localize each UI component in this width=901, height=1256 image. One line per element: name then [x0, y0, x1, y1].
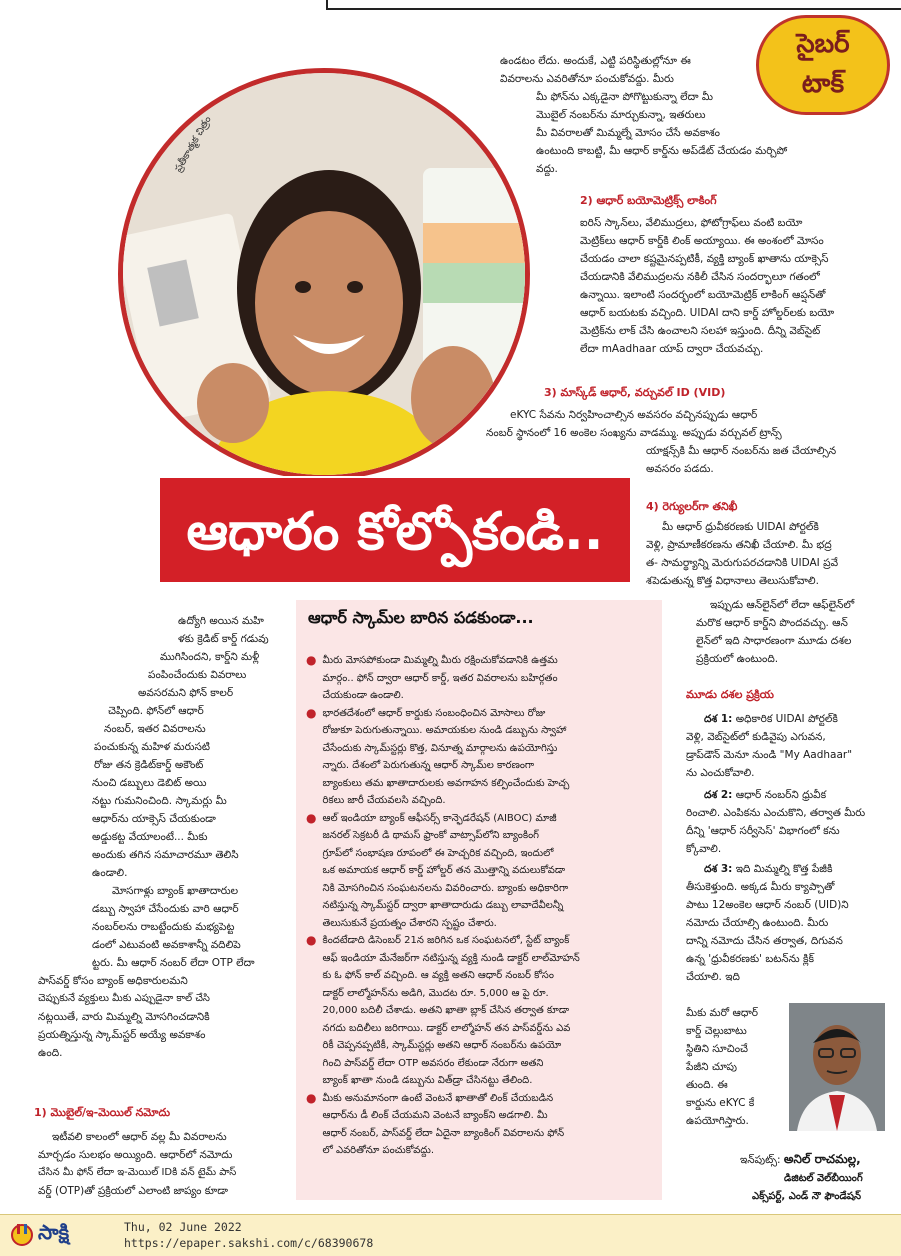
text-line: నంబర్ స్థానంలో 16 అంకెల సంఖ్యను వాడమ్ము. అప్పుడు వర్చువల్ ట్రాన్స్	[486, 427, 782, 439]
text-line: ట్టరు. మీ ఆధార్ నంబర్ లేదా OTP లేదా	[92, 957, 255, 969]
section-regular-check-body-2	[696, 596, 892, 668]
bullet-icon: ●	[306, 1090, 317, 1105]
text-line: వివరాలను ఎవరితోనూ పంచుకోవద్దు. మీరు	[500, 73, 674, 85]
text-line: నికి మోసగించిన సంఘటనలను వివరించారు. బ్యాంకు అధికారిగా	[322, 882, 569, 894]
text-line: చేయాలి. ఇది	[686, 971, 740, 983]
text-line: రికలు జారీ చేయవలసి వచ్చింది.	[322, 795, 446, 806]
text-line: కార్డ్ చెల్లుబాటు	[686, 1025, 747, 1037]
text-line: చేసిన మీ ఫోన్ లేదా ఇ-మెయిల్ IDకి వన్ టైమ్ పాస్	[38, 1167, 237, 1178]
section-biometrics-title: 2) ఆధార్ బయోమెట్రిక్స్ లాకింగ్	[580, 194, 717, 207]
text-line: ళకు క్రెడిట్ కార్డ్ గడువు	[178, 633, 269, 645]
tip-item	[306, 932, 658, 1090]
text-line: పాటు 12అంకెల ఆధార్ నంబర్ (UID)ని	[686, 899, 849, 911]
text-line: మీ ఆధార్ ధ్రువీకరణకు UIDAI పోర్టల్‌కి	[662, 521, 819, 533]
text-line: నగదు బదిలీలు జరిగాయి. డాక్టర్ లాల్మోహన్ తన పాస్‌వర్డ్‌ను ఎవ	[322, 1022, 571, 1034]
text-line: లో ఎవరితోనూ పంచుకోవద్దు.	[322, 1145, 435, 1156]
text-line: ప్రక్రియలో ఉంటుంది.	[696, 653, 779, 665]
text-line: పంపించేందుకు వివరాలు	[148, 669, 247, 681]
cyber-talk-badge	[756, 15, 890, 115]
text-line: డంలో ఎటువంటి అవకాశాన్నీ వదిలిపె	[92, 939, 241, 951]
text-line: ఆధార్‌ను డీ లింక్ చేయమని వెంటనే బ్యాంక్‌ని అడగాలి. మీ	[322, 1110, 548, 1121]
section-regular-check-body	[646, 518, 892, 590]
text-line: నటిస్తున్న స్కామ్‌స్టర్ ద్వారా ఖాతాదారుడు డబ్బు లావాదేవీలన్నీ	[322, 900, 564, 911]
text-line: మార్గం.. ఫోన్ ద్వారా ఆధార్ కార్డ్, ఇతర వివరాలను బహిర్గతం	[322, 672, 558, 684]
author-credit	[740, 1152, 861, 1169]
text-line: నట్టు గుమనించింది. స్కామర్లు మీ	[92, 795, 227, 807]
logo-text: సాక్షి	[38, 1220, 70, 1244]
text-line: ఉద్యోగి అయిన మహి	[178, 615, 264, 627]
text-line: వద్దు.	[536, 163, 558, 175]
text-line: ఆధార్‌ను యాక్సెస్ చేయకుండా	[92, 813, 216, 825]
text-line: డాక్టర్ లాల్మోహన్‌ను అడిగి, మొదట రూ. 5,000 ఆ పై రూ.	[322, 987, 549, 999]
text-line: మొబైల్ నంబర్‌ను మార్చుకున్నా, ఇతరులు	[536, 109, 706, 121]
bullet-icon: ●	[306, 705, 317, 720]
text-line: వెళ్లి, వెబ్‌సైట్‌లో కుడివైపు ఎగువన,	[686, 731, 826, 743]
text-line: లైన్‌లో ఇది సాధారణంగా మూడు దశల	[696, 635, 852, 647]
text-line: వర్డ్ (OTP)తో ప్రక్రియలో ఎలాంటి జాప్యం కూడా	[38, 1185, 228, 1197]
text-line: దాన్ని నమోదు చేసిన తర్వాత, దిగువన	[686, 935, 843, 947]
text-line: పేజీని చూపు	[686, 1061, 737, 1073]
tip-item	[306, 810, 658, 933]
text-line: భారతదేశంలో ఆధార్ కార్డుకు సంబంధించిన మోసాలు రోజు	[322, 707, 546, 719]
section-masked-aadhaar-title: 3) మాస్క్‌డ్ ఆధార్, వర్చువల్ ID (VID)	[544, 386, 726, 399]
text-line: ను ఎంచుకోవాలి.	[686, 767, 755, 779]
text-line: ఉండటం లేదు. అందుకే, ఎట్టి పరిస్థితుల్లోనూ ఈ	[500, 55, 691, 67]
top-border-rule	[326, 0, 901, 10]
text-line: మీకు అనుమానంగా ఉంటే వెంటనే ఖాతాతో లింక్ చేయబడిన	[322, 1092, 554, 1104]
text-line: అవసరం పడదు.	[646, 463, 714, 475]
text-line: పంచుకున్న మహిళ మరుసటి	[94, 741, 210, 753]
right-intro-cont	[536, 106, 792, 178]
author-portrait	[789, 1003, 885, 1131]
headline-banner: ఆధారం కోల్పోకండి..	[158, 476, 632, 584]
text-line: మెట్రిక్‌లు ఆధార్ కార్డ్‌కి లింక్ అయ్యాయి. ఈ అంశంలో మోసం	[580, 235, 824, 247]
tip-item	[306, 652, 658, 705]
text-line: క్కోవాలి.	[686, 843, 722, 855]
text-line: గ్రూప్‌లో సంభాషణ రూపంలో ఈ హెచ్చరిక వచ్చింది, ఇందులో	[322, 847, 554, 859]
text-line: చేయకుండా ఉండాలి.	[322, 690, 404, 701]
step3-label: దశ 3:	[704, 863, 733, 875]
text-line: స్థితిని సూచించే	[686, 1043, 749, 1055]
tips-box-title: ఆధార్ స్కామ్‌ల బారిన పడకుండా...	[308, 608, 534, 627]
badge-line2: టాక్	[801, 69, 845, 99]
text-line: బ్యాంకులు తమ ఖాతాదారులకు అవగాహన కల్పించేందుకు హెచ్చ	[322, 777, 570, 789]
text-line: మీ ఫోన్‌ను ఎక్కడైనా పోగొట్టుకున్నా లేదా మీ	[536, 91, 713, 103]
text-line: శపెడుతున్న కొత్త విధానాలు తెలుసుకోవాలి.	[646, 575, 819, 587]
text-line: తెలుసుకునే ప్రయత్నం చేశారని స్పష్టం చేశారు.	[322, 917, 497, 929]
text-line: ఉంది.	[38, 1047, 63, 1059]
left-body	[38, 612, 290, 1062]
text-line: ఆఫ్ ఇండియా మేనేజర్‌గా నటిస్తున్న వ్యక్తి నుండి డాక్టర్ లాల్‌మోహన్	[322, 952, 580, 964]
step-1	[686, 710, 892, 782]
text-line: పాస్‌వర్డ్ కోసం బ్యాంక్ అధికారులమని	[38, 975, 188, 987]
epaper-url[interactable]: https://epaper.sakshi.com/c/68390678	[124, 1236, 374, 1250]
publish-date: Thu, 02 June 2022	[124, 1220, 242, 1234]
text-line: నమోదు చేయాల్సి ఉంటుంది. మీరు	[686, 917, 829, 929]
author-title-1: డిజిటల్ వెల్‌బీయింగ్	[784, 1173, 863, 1184]
text-line: నుంచి డబ్బులు డెబిట్ అయి	[92, 777, 207, 789]
step1-label: దశ 1:	[704, 713, 733, 725]
text-line: నంబర్‌లను రాబట్టేందుకు మభ్యపెట్ట	[92, 921, 235, 933]
text-line: ఆధార్ బయటకు వచ్చింది. UIDAI దాని కార్డ్ హోల్డర్‌లకు బయో	[580, 307, 835, 319]
text-line: రోజు తన క్రెడిట్‌కార్డ్ అకౌంట్	[94, 759, 204, 771]
text-line: రికీ చెప్పనప్పటికీ, స్కామ్‌స్టర్లు అతని ఆధార్ నంబర్‌ను ఉపయో	[322, 1040, 562, 1051]
text-line: చెప్పింది. ఫోన్‌లో ఆధార్	[108, 705, 204, 717]
text-line: కార్డును eKYC కే	[686, 1097, 755, 1109]
text-line: అడ్డుకట్ట వేయాలంటే... మీకు	[92, 831, 208, 843]
text-line: రించాలి. ఎంపికను ఎంచుకొని, తర్వాత మీరు	[686, 807, 866, 819]
inputs-label: ఇన్‌పుట్స్:	[740, 1154, 781, 1166]
text-line: మీ వివరాలతో మిమ్మల్నే మోసం చేసే అవకాశం	[536, 127, 720, 139]
text-line: న్నారు. దేశంలో పెరుగుతున్న ఆధార్ స్కామ్‌ల కారణంగా	[322, 760, 535, 771]
text-line: దీన్ని 'ఆధార్ సర్వీసెస్' విభాగంలో కను	[686, 825, 840, 837]
bullet-icon: ●	[306, 653, 317, 667]
text-line: కిందటేడాది డిసెంబర్ 21న జరిగిన ఒక సంఘటనలో, స్టేట్ బ్యాంక్	[322, 935, 570, 946]
step2-label: దశ 2:	[704, 789, 733, 801]
text-line: గించి పాస్‌వర్డ్ లేదా OTP అవసరం లేకుండా నేరుగా అతని	[322, 1057, 544, 1069]
text-line: ఉన్నాయి. ఇలాంటి సందర్భంలో బయోమెట్రిక్ లాకింగ్ ఆప్షన్‌తో	[580, 289, 826, 301]
text-line: మరొక ఆధార్ కార్డ్‌ని పొందవచ్చు. ఆన్	[696, 617, 848, 629]
text-line: మీరు మోసపోకుండా మిమ్మల్ని మీరు రక్షించుకోవడానికి ఉత్తమ	[322, 655, 558, 666]
section-regular-check-title: 4) రెగ్యులర్‌గా తనిఖీ	[646, 500, 738, 513]
text-line: నంబర్, ఇతర వివరాలను	[104, 723, 206, 735]
text-line: రోజుకూ పెరుగుతున్నాయి. అమాయకుల నుండి డబ్బును స్వాహా	[322, 725, 567, 736]
text-line: ఇప్పుడు ఆన్‌లైన్‌లో లేదా ఆఫ్‌లైన్‌లో	[710, 599, 855, 611]
text-line: చేసేందుకు స్కామ్‌స్టర్లు కొత్త, వినూత్న మార్గాలను ఉపయోగిస్తు	[322, 742, 558, 754]
text-line: ఉంటుంది కాబట్టి, మీ ఆధార్ కార్డ్‌ను అప్‌డేట్ చేయడం మర్చిపో	[536, 145, 788, 157]
text-line: కు ఓ ఫోన్ కాల్ వచ్చింది. ఆ వ్యక్తి అతని ఆధార్ నంబర్ కోసం	[322, 970, 554, 981]
text-line: త- సామర్థ్యాన్ని మెరుగుపరచడానికి UIDAI ప్రవే	[646, 557, 839, 569]
bullet-icon: ●	[306, 933, 317, 947]
text-line: మోసగాళ్లు బ్యాంక్ ఖాతాదారుల	[112, 885, 239, 897]
badge-line1: సైబర్	[796, 29, 850, 59]
text-line: నట్లయితే, వారు మిమ్మల్ని మోసగించడానికి	[38, 1011, 210, 1023]
text-line: ఐరిస్ స్కాన్‌లు, వేలిముద్రలు, ఫోటోగ్రాఫ్‌లు వంటి బయో	[580, 217, 803, 229]
text-line: చెప్పుకునే వ్యక్తులు మీకు ఎప్పుడైనా కాల్ చేసి	[38, 993, 210, 1004]
text-line: ఉన్న 'ధ్రువీకరణకు' బటన్‌ను క్లిక్	[686, 953, 814, 965]
text-line: చేయడం చాలా కష్టమైనప్పటికీ, వ్యక్తి బ్యాంక్ ఖాతాను యాక్సెస్	[580, 253, 829, 265]
section-mobile-email-body	[38, 1128, 290, 1200]
text-line: డ్రాప్‌డౌన్ మెనూ నుండి "My Aadhaar"	[686, 749, 853, 761]
text-line: ఉపయోగిస్తారు.	[686, 1115, 749, 1127]
woman-illustration	[123, 73, 530, 480]
section-mobile-email-title: 1) మొబైల్/ఇ-మెయిల్ నమోదు	[34, 1106, 171, 1119]
text-line: అధికారిక UIDAI పోర్టల్‌కి	[735, 713, 838, 725]
text-line: తుంది. ఈ	[686, 1079, 728, 1091]
text-line: ఆధార్ నంబర్, పాస్‌వర్డ్ లేదా ఏదైనా బ్యాంకింగ్ వివరాలను ఫోన్	[322, 1127, 565, 1139]
text-line: డబ్బు స్వాహా చేసేందుకు వారి ఆధార్	[92, 903, 239, 915]
step-2	[686, 786, 892, 858]
step-3	[686, 860, 892, 986]
text-line: చేయడానికి వేలిముద్రలను నకిలీ చేసిన సందర్భాలూ గతంలో	[580, 271, 820, 283]
text-line: అవసరమని ఫోన్ కాలర్	[138, 687, 234, 699]
text-line: ముగిసిందని, కార్డ్‌ని మళ్లీ	[160, 651, 260, 663]
text-line: ఒక అమాయక ఆధార్ కార్డ్ హోల్డర్ తన మొత్తాన్ని వదులుకోవడా	[322, 865, 566, 876]
text-line: ఇటీవలి కాలంలో ఆధార్ వల్ల మీ వివరాలను	[52, 1131, 227, 1143]
section-biometrics-body	[580, 214, 892, 358]
text-line: ఆల్ ఇండియా బ్యాంక్ ఆఫీసర్స్ కాన్ఫెడరేషన్ (AIBOC) మాజీ	[322, 812, 557, 824]
bullet-icon: ●	[306, 810, 317, 825]
text-line: 20,000 బదిలీ చేశాడు. అతని ఖాతా బ్లాక్ చేసిన తర్వాత కూడా	[322, 1005, 570, 1016]
text-line: యాక్షన్స్‌కి మీ ఆధార్ నంబర్‌ను జత చేయాల్సిన	[646, 445, 837, 457]
text-line: ఆధార్ నంబర్‌ని ధ్రువీక	[735, 789, 827, 801]
text-line: బ్యాంక్ ఖాతా నుండి డబ్బును విత్‌డ్రా చేసినట్టు తేలింది.	[322, 1075, 533, 1086]
photo-caption: ప్రతీకాత్మక చిత్రం	[172, 114, 214, 174]
text-line: తీసుకెళ్తుంది. అక్కడ మీరు క్యాప్చాతో	[686, 881, 835, 893]
section-three-steps-title: మూడు దశల ప్రక్రియ	[686, 688, 774, 701]
section-masked-aadhaar-body	[486, 406, 892, 478]
text-line: మార్చడం సులభం అయ్యింది. ఆధార్‌లో నమోదు	[38, 1149, 233, 1161]
tips-list	[306, 652, 658, 1160]
right-intro	[500, 52, 762, 106]
text-line: ప్రయత్నిస్తున్న స్కామ్‌స్టర్ అయ్యే అవకాశం	[38, 1029, 206, 1041]
text-line: ఇది మిమ్మల్ని కొత్త పేజీకి	[735, 863, 833, 875]
step-3-cont	[686, 1004, 786, 1130]
text-line: వెళ్లి, ప్రామాణీకరణను తనిఖీ చేయాలి. మీ భద్ర	[646, 539, 832, 551]
author-name: అనిల్ రాచమల్ల,	[783, 1152, 861, 1166]
text-line: జనరల్ సెక్రటరీ డి థామస్ ఫ్రాంకో వాట్సాప్‌లోని బ్యాంకింగ్	[322, 830, 539, 841]
woman-aadhaar-photo	[118, 68, 530, 480]
text-line: eKYC సేవను నిర్వహించాల్సిన అవసరం వచ్చినప్పుడు ఆధార్	[510, 409, 758, 421]
text-line: ఉండాలి.	[92, 867, 128, 879]
text-line: లేదా mAadhaar యాప్ ద్వారా చేయవచ్చు.	[580, 343, 764, 355]
author-photo	[789, 1003, 885, 1131]
tip-item	[306, 705, 658, 810]
text-line: మెట్రిక్‌ను లాక్ చేసి ఉంచాలని సలహా ఇస్తుంది. దీన్ని వెబ్‌సైట్	[580, 325, 821, 337]
author-title-2: ఎక్స్‌పర్ట్, ఎండ్ నౌ ఫౌండేషన్	[752, 1191, 862, 1202]
tip-item	[306, 1090, 658, 1160]
text-line: మీకు మరో ఆధార్	[686, 1007, 758, 1019]
text-line: అందుకు తగిన సమాచారమూ తెలిసి	[92, 849, 239, 861]
